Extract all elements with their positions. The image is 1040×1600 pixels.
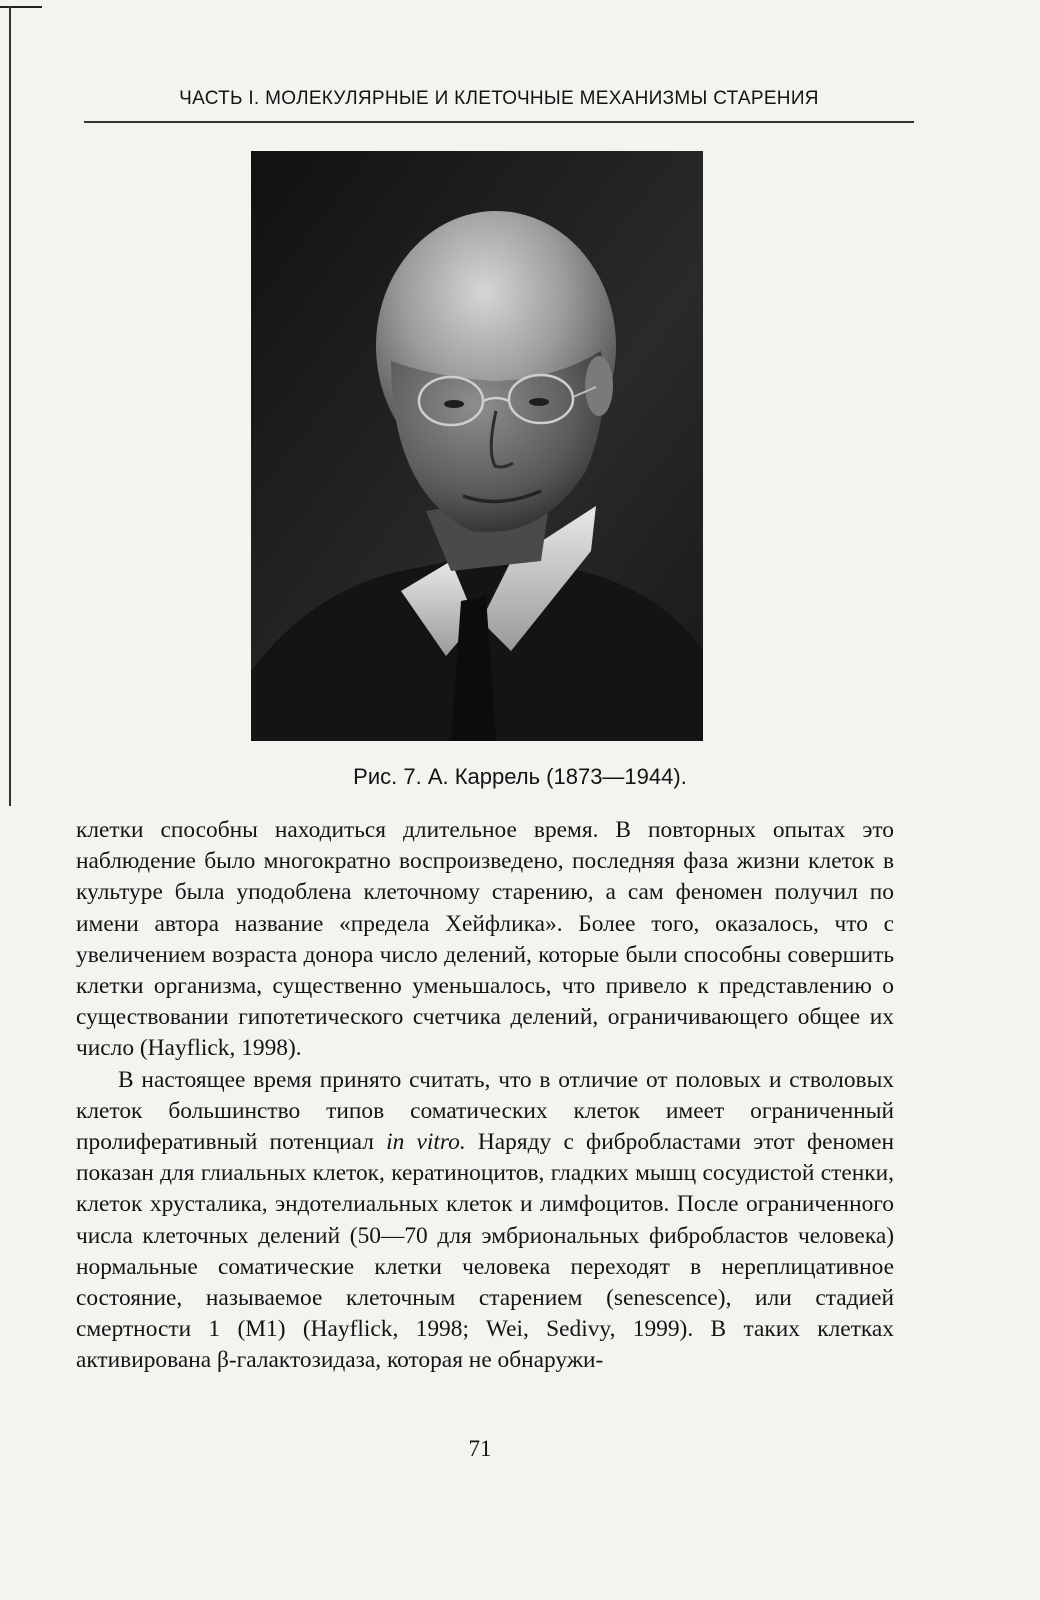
page-number: 71 — [468, 1436, 492, 1461]
crop-mark-vertical — [9, 6, 11, 806]
paragraph-2-text-b: Наряду с фибробластами этот феномен показан для глиальных клеток, кератиноцитов, гладких мышц сосудистой стенки, клеток хрусталика, эндотелиальных клеток и лимфоцитов. После ограниченного числа клеточных делений (50—70 для эмбриональных фибробластов человека) нормальные соматические клетки человека переходят в нереплицативное состояние, называемое клеточным старением (senescence), или стадией смертности 1 (M1) (Hayflick, 1998; Wei, Sedivy, 1999). В таких клетках активирована β-галактозидаза, которая не обнаружи- — [76, 1129, 894, 1374]
crop-mark-horizontal — [0, 6, 42, 8]
running-header: ЧАСТЬ I. МОЛЕКУЛЯРНЫЕ И КЛЕТОЧНЫЕ МЕХАНИЗМЫ СТАРЕНИЯ — [179, 88, 819, 109]
header-rule — [84, 121, 914, 123]
paragraph-2-italic: in vitro. — [386, 1129, 466, 1156]
portrait-photo — [251, 151, 703, 741]
paragraph-2-text-a: В настоящее время принято считать, что в отличие от половых и стволовых клеток большинство типов соматических клеток имеет ограниченный пролиферативный потенциал — [76, 1066, 894, 1156]
portrait-illustration — [251, 151, 703, 741]
figure-caption: Рис. 7. А. Каррель (1873—1944). — [353, 764, 687, 789]
paragraph-1: клетки способны находиться длительное время. В повторных опытах это наблюдение было многократно воспроизведено, последняя фаза жизни клеток в культуре была уподоблена клеточному старению, а сам феномен получил по имени автора название «предела Хейфлика». Более того, оказалось, что с увеличением возраста донора число делений, которые были способны совершить клетки организма, существенно уменьшалось, что привело к представлению о существовании гипотетического счетчика делений, ограничивающего общее их число (Hayflick, 1998). — [76, 817, 894, 1062]
body-text — [76, 815, 894, 1377]
paragraph-2 — [76, 1065, 894, 1377]
